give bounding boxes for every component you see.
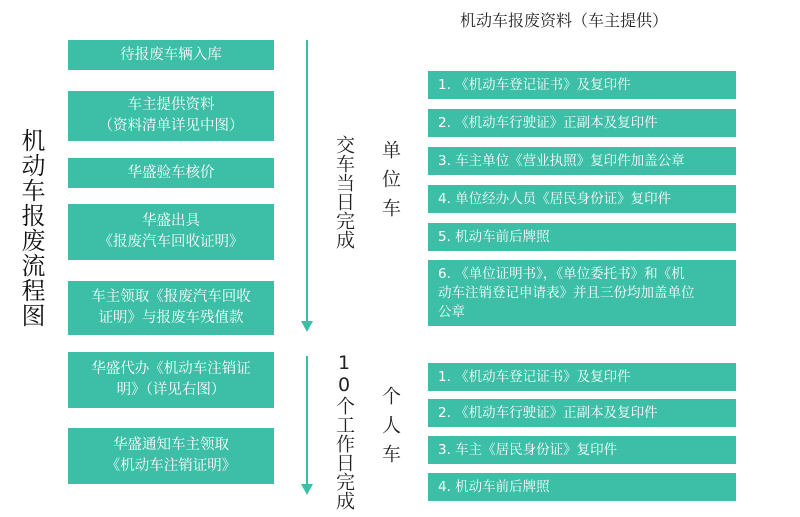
timeline-arrow-2-head <box>301 484 313 495</box>
owner-type-person: 个人车 <box>379 386 401 473</box>
step-subtext: 证明》与报废车残值款 <box>98 310 244 326</box>
person-doc-item <box>428 399 736 427</box>
step-owner-collects-certificate <box>68 281 274 335</box>
timeline-label-ten-days: 10个工作日完成 <box>333 352 355 510</box>
step-text: 华盛验车核价 <box>127 164 215 181</box>
doc-text: 4. 单位经办人员《居民身份证》复印件 <box>438 190 672 207</box>
timeline-label-same-day: 交车当日完成 <box>333 135 355 249</box>
step-handle-deregistration <box>68 352 274 408</box>
owner-type-unit: 单位车 <box>379 140 401 227</box>
person-doc-item <box>428 436 736 464</box>
unit-doc-item <box>428 147 736 175</box>
doc-text: 4. 机动车前后牌照 <box>438 478 550 495</box>
step-issue-recycling-certificate <box>68 204 274 260</box>
doc-text: 公章 <box>438 303 465 320</box>
step-text: 待报废车辆入库 <box>120 46 222 63</box>
step-subtext: （资料清单详见中图） <box>98 118 244 134</box>
person-doc-item <box>428 473 736 501</box>
timeline-arrow-1-line <box>306 40 308 322</box>
step-text: 车主领取《报废汽车回收 <box>91 289 251 305</box>
step-text: 华盛出具 <box>142 213 200 229</box>
doc-text: 6. 《单位证明书》，《单位委托书》和《机 <box>438 265 685 282</box>
step-inspection-pricing <box>68 158 274 188</box>
doc-text: 动车注销登记申请表》并且三份均加盖单位 <box>438 284 695 301</box>
step-text: 华盛通知车主领取 <box>113 437 229 453</box>
step-notify-owner-collect <box>68 428 274 484</box>
doc-text: 2. 《机动车行驶证》正副本及复印件 <box>438 114 658 131</box>
doc-text: 1. 《机动车登记证书》及复印件 <box>438 368 631 385</box>
unit-doc-item <box>428 223 736 251</box>
unit-doc-item <box>428 71 736 99</box>
doc-text: 3. 车主单位《营业执照》复印件加盖公章 <box>438 152 685 169</box>
unit-doc-item <box>428 260 736 326</box>
diagram-title: 机动车报废流程图 <box>17 128 45 328</box>
unit-doc-item <box>428 109 736 137</box>
doc-text: 3. 车主《居民身份证》复印件 <box>438 441 618 458</box>
documents-header: 机动车报废资料（车主提供） <box>460 11 669 30</box>
step-subtext: 《报废汽车回收证明》 <box>98 234 244 250</box>
step-text: 车主提供资料 <box>127 97 215 113</box>
step-subtext: 明》（详见右图） <box>116 382 226 398</box>
doc-text: 1. 《机动车登记证书》及复印件 <box>438 76 631 93</box>
step-subtext: 《机动车注销证明》 <box>105 458 237 474</box>
doc-text: 5. 机动车前后牌照 <box>438 228 550 245</box>
step-owner-provides-documents <box>68 91 274 141</box>
timeline-arrow-2-line <box>306 356 308 486</box>
timeline-arrow-1-head <box>301 321 313 332</box>
doc-text: 2. 《机动车行驶证》正副本及复印件 <box>438 404 658 421</box>
step-vehicle-intake <box>68 40 274 70</box>
step-text: 华盛代办《机动车注销证 <box>91 361 251 377</box>
unit-doc-item <box>428 185 736 213</box>
person-doc-item <box>428 363 736 391</box>
